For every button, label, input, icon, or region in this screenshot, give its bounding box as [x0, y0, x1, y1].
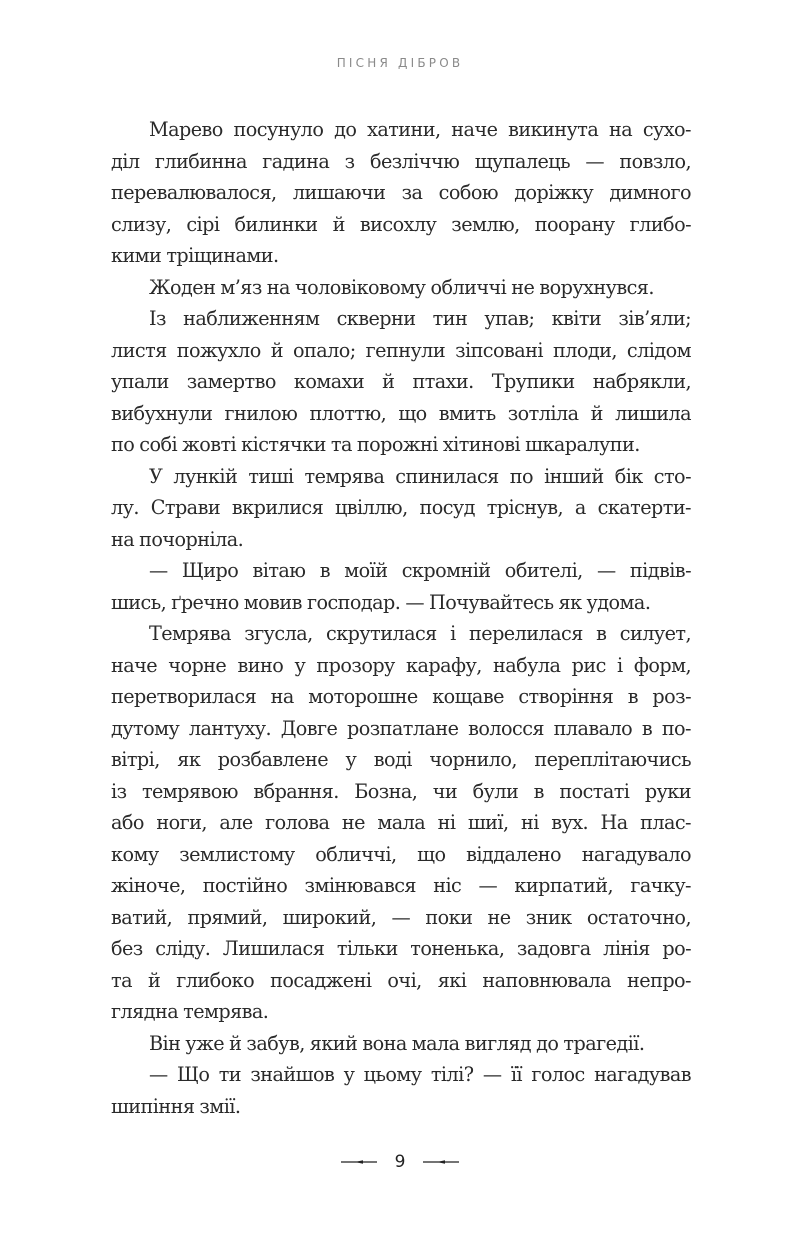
text-line: вибухнули гнилою плоттю, що вмить зотліла й лишила	[111, 401, 691, 425]
text-line: глядна темрява.	[111, 1000, 269, 1023]
text-line: — Що ти знайшов у цьому тілі? — її голос нагадував	[149, 1063, 691, 1086]
text-line: Жоден м’яз на чоловіковому обличчі не ворухнувся.	[149, 275, 654, 299]
body-text	[111, 114, 691, 1122]
paragraph	[111, 618, 691, 1028]
text-line: та й глибоко посаджені очі, які наповнювала непро-	[111, 968, 691, 992]
text-line: на почорніла.	[111, 527, 244, 551]
text-line: слизу, сірі билинки й висохлу землю, поорану глибо-	[111, 212, 691, 236]
page-footer	[0, 1152, 800, 1172]
running-head: ПІСНЯ ДІБРОВ	[336, 56, 464, 70]
text-line: по собі жовті кістячки та порожні хітинові шкаралупи.	[111, 433, 640, 456]
text-line: — Щиро вітаю в моїй скромній обителі, — підвів-	[149, 559, 691, 582]
text-line: дутому лантуху. Довге розпатлане волосся плавало в по-	[111, 716, 691, 740]
text-line: Темрява згусла, скрутилася і перелилася в силует,	[149, 622, 691, 645]
text-line: із темрявою вбрання. Бозна, чи були в постаті руки	[111, 779, 691, 803]
text-line: перетворилася на моторошне кощаве створіння в роз-	[111, 685, 691, 708]
paragraph	[111, 303, 691, 461]
arrow-right-ornament-icon	[423, 1158, 459, 1166]
text-line: лу. Страви вкрилися цвіллю, посуд тріснув, а скатерти-	[111, 496, 691, 519]
paragraph	[111, 461, 691, 556]
paragraph	[111, 114, 691, 272]
text-line: упали замертво комахи й птахи. Трупики набрякли,	[111, 370, 691, 393]
paragraph	[111, 272, 691, 304]
text-line: вітрі, як розбавлене у воді чорнило, переплітаючись	[111, 748, 691, 771]
paragraph	[111, 555, 691, 618]
text-line: Він уже й забув, який вона мала вигляд до трагедії.	[149, 1031, 645, 1055]
text-line: жіноче, постійно змінювався ніс — кирпатий, гачку-	[111, 874, 691, 897]
text-line: або ноги, але голова не мала ні шиї, ні вух. На плас-	[111, 811, 691, 834]
text-line: діл глибинна гадина з безліччю щупалець — повзло,	[111, 149, 691, 173]
text-line: У лункій тиші темрява спинилася по інший бік сто-	[149, 464, 691, 488]
text-line: ватий, прямий, широкий, — поки не зник остаточно,	[111, 905, 691, 929]
text-line: шись, ґречно мовив господар. — Почувайтесь як удома.	[111, 590, 651, 614]
text-line: перевалювалося, лишаючи за собою доріжку димного	[111, 181, 691, 204]
arrow-left-ornament-icon	[341, 1158, 377, 1166]
text-line: шипіння змії.	[111, 1094, 241, 1118]
text-line: кому землистому обличчі, що віддалено нагадувало	[111, 842, 691, 866]
text-line: наче чорне вино у прозору карафу, набула рис і форм,	[111, 653, 691, 677]
page-number: 9	[394, 1152, 406, 1172]
paragraph	[111, 1059, 691, 1122]
text-line: Із наближенням скверни тин упав; квіти зів’яли;	[149, 307, 691, 330]
text-line: кими тріщинами.	[111, 244, 279, 267]
text-line: без сліду. Лишилася тільки тоненька, задовга лінія ро-	[111, 937, 691, 960]
text-line: листя пожухло й опало; гепнули зіпсовані плоди, слідом	[111, 338, 691, 362]
text-line: Марево посунуло до хатини, наче викинута на сухо-	[149, 118, 691, 141]
paragraph	[111, 1028, 691, 1060]
